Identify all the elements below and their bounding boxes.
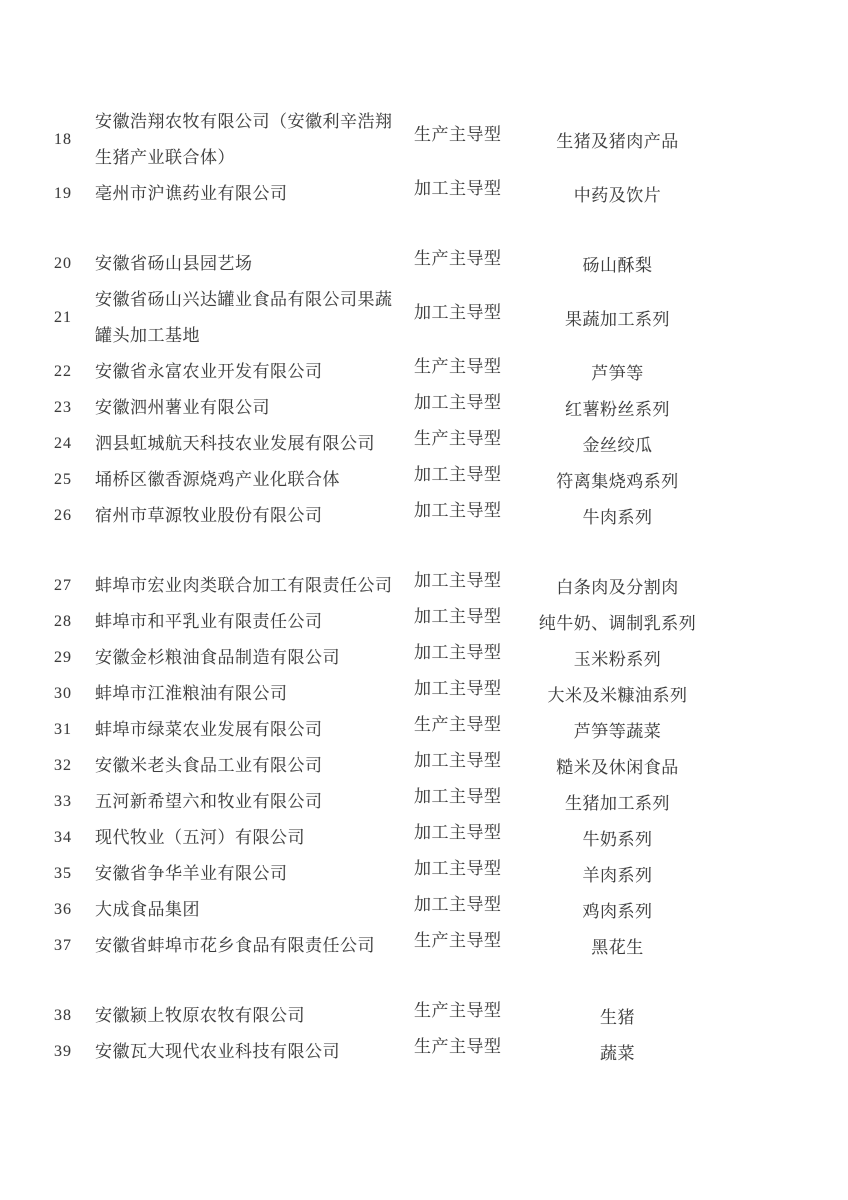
row-number: 26 (54, 507, 72, 524)
row-number: 38 (54, 1007, 72, 1024)
row-number: 25 (54, 471, 72, 488)
company-name: 泗县虹城航天科技农业发展有限公司 (95, 434, 375, 453)
row-number: 36 (54, 901, 72, 918)
company-name: 蚌埠市和平乳业有限责任公司 (95, 612, 323, 631)
table-row (0, 928, 848, 964)
entity-type: 加工主导型 (414, 643, 502, 662)
row-number: 33 (54, 793, 72, 810)
leading-products: 蔬菜 (600, 1044, 635, 1063)
entity-type: 加工主导型 (414, 751, 502, 770)
row-number: 35 (54, 865, 72, 882)
entity-type: 生产主导型 (414, 931, 502, 950)
entity-type: 加工主导型 (414, 571, 502, 590)
leading-products: 羊肉系列 (582, 866, 653, 885)
company-name: 埇桥区徽香源烧鸡产业化联合体 (95, 470, 340, 489)
company-name: 蚌埠市绿菜农业发展有限公司 (95, 720, 323, 739)
entity-type: 生产主导型 (414, 1037, 502, 1056)
leading-products: 砀山酥梨 (582, 256, 653, 275)
table-row (0, 104, 848, 176)
company-name: 安徽瓦大现代农业科技有限公司 (95, 1042, 340, 1061)
company-name: 大成食品集团 (95, 900, 200, 919)
row-number: 27 (54, 577, 72, 594)
entity-type: 生产主导型 (414, 429, 502, 448)
leading-products: 糙米及休闲食品 (556, 758, 679, 777)
company-table (0, 104, 848, 1070)
leading-products: 果蔬加工系列 (565, 310, 670, 329)
row-number: 29 (54, 649, 72, 666)
entity-type: 加工主导型 (414, 393, 502, 412)
leading-products: 玉米粉系列 (573, 650, 662, 669)
leading-products: 红薯粉丝系列 (565, 400, 670, 419)
row-number: 21 (54, 309, 72, 326)
table-row (0, 1034, 848, 1070)
company-name: 安徽金杉粮油食品制造有限公司 (95, 648, 340, 667)
company-name: 亳州市沪谯药业有限公司 (95, 184, 288, 203)
leading-products: 芦笋等蔬菜 (573, 722, 662, 741)
leading-products: 大米及米糠油系列 (547, 686, 688, 705)
leading-products: 鸡肉系列 (582, 902, 653, 921)
row-number: 18 (54, 131, 72, 148)
company-name: 安徽省争华羊业有限公司 (95, 864, 288, 883)
company-name: 安徽省砀山县园艺场 (95, 254, 253, 273)
row-number: 28 (54, 613, 72, 630)
row-number: 30 (54, 685, 72, 702)
row-number: 34 (54, 829, 72, 846)
entity-type: 加工主导型 (414, 859, 502, 878)
row-number: 23 (54, 399, 72, 416)
entity-type: 加工主导型 (414, 465, 502, 484)
company-name: 安徽省砀山兴达罐业食品有限公司果蔬罐头加工基地 (95, 290, 393, 345)
entity-type: 加工主导型 (414, 895, 502, 914)
entity-type: 生产主导型 (414, 125, 502, 144)
leading-products: 生猪加工系列 (565, 794, 670, 813)
table-row (0, 246, 848, 282)
entity-type: 生产主导型 (414, 249, 502, 268)
leading-products: 纯牛奶、调制乳系列 (538, 614, 697, 633)
row-number: 39 (54, 1043, 72, 1060)
entity-type: 生产主导型 (414, 1001, 502, 1020)
row-number: 24 (54, 435, 72, 452)
company-name: 安徽米老头食品工业有限公司 (95, 756, 323, 775)
entity-type: 加工主导型 (414, 179, 502, 198)
leading-products: 中药及饮片 (573, 186, 662, 205)
entity-type: 生产主导型 (414, 715, 502, 734)
leading-products: 牛奶系列 (582, 830, 653, 849)
entity-type: 加工主导型 (414, 787, 502, 806)
row-number: 22 (54, 363, 72, 380)
leading-products: 牛肉系列 (582, 508, 653, 527)
entity-type: 生产主导型 (414, 357, 502, 376)
table-row (0, 282, 848, 354)
leading-products: 生猪 (600, 1008, 635, 1027)
row-number: 20 (54, 255, 72, 272)
company-name: 现代牧业（五河）有限公司 (95, 828, 305, 847)
entity-type: 加工主导型 (414, 501, 502, 520)
company-name: 安徽省永富农业开发有限公司 (95, 362, 323, 381)
leading-products: 黑花生 (591, 938, 644, 957)
entity-type: 加工主导型 (414, 607, 502, 626)
leading-products: 生猪及猪肉产品 (556, 132, 679, 151)
company-name: 蚌埠市宏业肉类联合加工有限责任公司 (95, 576, 393, 595)
leading-products: 符离集烧鸡系列 (556, 472, 679, 491)
leading-products: 金丝绞瓜 (582, 436, 653, 455)
entity-type: 加工主导型 (414, 303, 502, 322)
company-name: 安徽省蚌埠市花乡食品有限责任公司 (95, 936, 375, 955)
company-name: 五河新希望六和牧业有限公司 (95, 792, 323, 811)
row-number: 31 (54, 721, 72, 738)
company-name: 安徽浩翔农牧有限公司（安徽利辛浩翔生猪产业联合体） (95, 112, 393, 167)
entity-type: 加工主导型 (414, 679, 502, 698)
company-name: 安徽泗州薯业有限公司 (95, 398, 270, 417)
row-number: 19 (54, 185, 72, 202)
table-row (0, 498, 848, 534)
company-name: 安徽颍上牧原农牧有限公司 (95, 1006, 305, 1025)
table-row (0, 176, 848, 212)
row-number: 32 (54, 757, 72, 774)
leading-products: 白条肉及分割肉 (556, 578, 679, 597)
leading-products: 芦笋等 (591, 364, 644, 383)
company-name: 宿州市草源牧业股份有限公司 (95, 506, 323, 525)
entity-type: 加工主导型 (414, 823, 502, 842)
company-name: 蚌埠市江淮粮油有限公司 (95, 684, 288, 703)
row-number: 37 (54, 937, 72, 954)
